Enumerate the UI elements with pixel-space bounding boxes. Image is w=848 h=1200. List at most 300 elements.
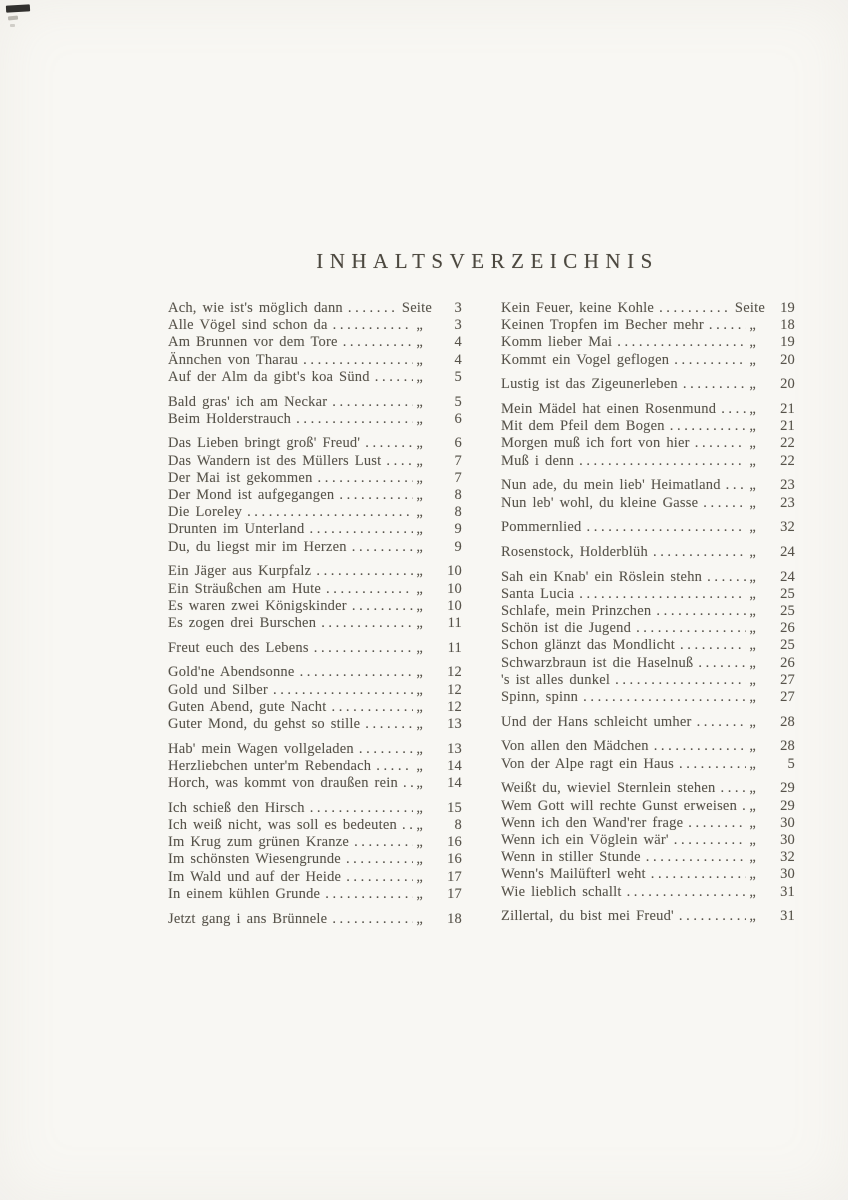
scan-speck — [10, 24, 15, 27]
song-title: Im Krug zum grünen Kranze — [168, 834, 350, 851]
song-title: Von der Alpe ragt ein Haus — [501, 755, 674, 772]
dot-leader — [309, 521, 413, 538]
ditto-mark: „ — [749, 654, 756, 671]
dot-leader — [325, 886, 413, 903]
dot-leader — [679, 756, 746, 773]
seite-label: Seite — [401, 300, 432, 316]
page-number: 15 — [447, 799, 462, 816]
dot-leader — [376, 758, 413, 775]
ditto-mark: „ — [416, 681, 423, 698]
song-title: Im schönsten Wiesengrunde — [168, 851, 341, 868]
dot-leader — [646, 849, 747, 866]
toc-entry — [501, 453, 795, 470]
toc-entry — [501, 849, 795, 866]
song-title: Guter Mond, du gehst so stille — [168, 715, 361, 732]
toc-entry — [501, 756, 795, 773]
dot-leader — [654, 738, 747, 755]
song-title: Beim Holderstrauch — [168, 410, 292, 427]
dot-leader — [709, 317, 746, 334]
dot-leader — [318, 470, 414, 487]
song-title: Ein Sträußchen am Hute — [168, 580, 322, 597]
toc-group — [168, 741, 462, 793]
page-number: 9 — [454, 521, 462, 538]
toc-entry — [168, 800, 462, 817]
ditto-mark: „ — [749, 603, 756, 620]
dot-leader — [321, 615, 413, 632]
page-number: 30 — [780, 831, 795, 848]
toc-entry — [501, 300, 795, 317]
ditto-mark: „ — [749, 543, 756, 560]
toc-group — [168, 800, 462, 903]
toc-entry — [168, 851, 462, 868]
toc-entry — [168, 911, 462, 928]
ditto-mark: „ — [749, 585, 756, 602]
song-title: Das Wandern ist des Müllers Lust — [168, 452, 382, 469]
toc-entry — [501, 908, 795, 925]
page-number: 6 — [454, 435, 462, 452]
toc-entry — [501, 317, 795, 334]
song-title: Schon glänzt das Mondlicht — [501, 637, 676, 654]
song-title: Und der Hans schleicht umher — [501, 713, 692, 730]
ditto-mark: „ — [749, 671, 756, 688]
dot-leader — [680, 637, 746, 654]
ditto-mark: „ — [749, 738, 756, 755]
dot-leader — [346, 851, 413, 868]
page-number: 4 — [454, 334, 462, 351]
page-number: 18 — [447, 910, 462, 927]
song-title: Kommt ein Vogel geflogen — [501, 351, 670, 368]
ditto-mark: „ — [416, 740, 423, 757]
song-title: Wenn in stiller Stunde — [501, 849, 641, 866]
toc-entry — [501, 376, 795, 393]
ditto-mark: „ — [416, 834, 423, 851]
toc-entry — [168, 394, 462, 411]
toc-entry — [168, 598, 462, 615]
toc-group — [501, 569, 795, 707]
toc-entry — [168, 453, 462, 470]
toc-columns — [168, 300, 795, 928]
song-title: Hab' mein Wagen vollgeladen — [168, 740, 354, 757]
toc-entry — [501, 586, 795, 603]
toc-entry — [168, 716, 462, 733]
dot-leader — [352, 598, 413, 615]
page-number: 13 — [447, 715, 462, 732]
toc-group — [501, 477, 795, 511]
ditto-mark: „ — [749, 418, 756, 435]
ditto-mark: „ — [416, 775, 423, 792]
ditto-mark: „ — [749, 568, 756, 585]
ditto-mark: „ — [416, 868, 423, 885]
page-number: 30 — [780, 866, 795, 883]
page-number: 7 — [454, 452, 462, 469]
ditto-mark: „ — [416, 816, 423, 833]
song-title: Bald gras' ich am Neckar — [168, 393, 328, 410]
song-title: Von allen den Mädchen — [501, 738, 649, 755]
page-number: 9 — [454, 538, 462, 555]
song-title: Spinn, spinn — [501, 689, 579, 706]
ditto-mark: „ — [749, 435, 756, 452]
dot-leader — [698, 655, 746, 672]
dot-leader — [332, 911, 413, 928]
toc-entry — [501, 655, 795, 672]
song-title: Nun ade, du mein lieb' Heimatland — [501, 477, 721, 494]
dot-leader — [300, 664, 414, 681]
ditto-mark: „ — [749, 831, 756, 848]
seite-label: Seite — [734, 300, 765, 316]
toc-group — [501, 714, 795, 731]
ditto-mark: „ — [749, 883, 756, 900]
song-title: Es waren zwei Königskinder — [168, 597, 347, 614]
toc-group — [501, 908, 795, 925]
scan-speck — [8, 15, 18, 20]
song-title: Wenn ich ein Vöglein wär' — [501, 831, 669, 848]
dot-leader — [670, 418, 747, 435]
ditto-mark: „ — [416, 317, 423, 334]
ditto-mark: „ — [749, 620, 756, 637]
song-title: Weißt du, wieviel Sternlein stehen — [501, 780, 716, 797]
page-number: 26 — [780, 654, 795, 671]
page-number: 14 — [447, 757, 462, 774]
ditto-mark: „ — [749, 494, 756, 511]
toc-entry — [168, 411, 462, 428]
dot-leader — [354, 834, 413, 851]
dot-leader — [674, 832, 747, 849]
ditto-mark: „ — [749, 334, 756, 351]
song-title: Gold'ne Abendsonne — [168, 664, 295, 681]
ditto-mark: „ — [749, 866, 756, 883]
toc-column-left — [168, 300, 462, 928]
toc-group — [168, 435, 462, 555]
song-title: Sah ein Knab' ein Röslein stehn — [501, 568, 703, 585]
page-number: 17 — [447, 885, 462, 902]
song-title: Schwarzbraun ist die Haselnuß — [501, 654, 694, 671]
page-number: 32 — [780, 849, 795, 866]
dot-leader — [679, 908, 746, 925]
ditto-mark: „ — [416, 487, 423, 504]
toc-entry — [501, 798, 795, 815]
ditto-mark: „ — [749, 519, 756, 536]
page-number: 17 — [447, 868, 462, 885]
dot-leader — [653, 544, 746, 561]
toc-entry — [501, 477, 795, 494]
toc-entry — [501, 815, 795, 832]
page-number: 22 — [780, 452, 795, 469]
toc-group — [168, 640, 462, 657]
song-title: Muß i denn — [501, 452, 575, 469]
song-title: Alle Vögel sind schon da — [168, 317, 328, 334]
song-title: Wenn's Mailüfterl weht — [501, 866, 646, 883]
song-title: Im Wald und auf der Heide — [168, 868, 342, 885]
song-title: Horch, was kommt von draußen rein — [168, 775, 398, 792]
toc-group — [168, 563, 462, 632]
toc-entry — [168, 758, 462, 775]
toc-group — [168, 394, 462, 428]
song-title: Ich schieß den Hirsch — [168, 799, 305, 816]
dot-leader — [636, 620, 746, 637]
toc-entry — [501, 435, 795, 452]
ditto-mark: „ — [749, 637, 756, 654]
page-number: 23 — [780, 494, 795, 511]
dot-leader — [697, 714, 747, 731]
dot-leader — [316, 563, 413, 580]
page-number: 29 — [780, 780, 795, 797]
toc-entry — [168, 817, 462, 834]
page-number: 8 — [454, 487, 462, 504]
song-title: Guten Abend, gute Nacht — [168, 698, 327, 715]
ditto-mark: „ — [416, 435, 423, 452]
page-number: 27 — [780, 689, 795, 706]
ditto-mark: „ — [416, 799, 423, 816]
song-title: Freut euch des Lebens — [168, 639, 309, 656]
song-title: Keinen Tropfen im Becher mehr — [501, 317, 704, 334]
ditto-mark: „ — [416, 334, 423, 351]
dot-leader — [343, 334, 414, 351]
dot-leader — [583, 689, 746, 706]
dot-leader — [656, 603, 746, 620]
song-title: Lustig ist das Zigeunerleben — [501, 376, 678, 393]
dot-leader — [331, 699, 413, 716]
song-title: Mit dem Pfeil dem Bogen — [501, 418, 665, 435]
toc-entry — [168, 775, 462, 792]
song-title: Wenn ich den Wand'rer frage — [501, 814, 684, 831]
toc-entry — [168, 369, 462, 386]
page-number: 12 — [447, 681, 462, 698]
ditto-mark: „ — [416, 351, 423, 368]
dot-leader — [365, 716, 413, 733]
page-number: 23 — [780, 477, 795, 494]
dot-leader — [359, 741, 413, 758]
toc-entry — [168, 539, 462, 556]
toc-entry — [168, 886, 462, 903]
dot-leader — [695, 435, 747, 452]
toc-entry — [168, 581, 462, 598]
page-number: 25 — [780, 585, 795, 602]
dot-leader — [617, 334, 746, 351]
ditto-mark: „ — [416, 452, 423, 469]
toc-entry — [501, 672, 795, 689]
song-title: Du, du liegst mir im Herzen — [168, 538, 347, 555]
dot-leader — [326, 581, 413, 598]
ditto-mark: „ — [416, 851, 423, 868]
page-number: 32 — [780, 519, 795, 536]
ditto-mark: „ — [749, 908, 756, 925]
toc-entry — [168, 317, 462, 334]
toc-entry — [501, 884, 795, 901]
toc-entry — [501, 866, 795, 883]
ditto-mark: „ — [749, 351, 756, 368]
page-number: 3 — [454, 317, 462, 334]
toc-group — [501, 300, 795, 369]
ditto-mark: „ — [416, 504, 423, 521]
page-number: 14 — [447, 775, 462, 792]
toc-entry — [501, 637, 795, 654]
song-title: Drunten im Unterland — [168, 521, 305, 538]
ditto-mark: „ — [749, 401, 756, 418]
ditto-mark: „ — [749, 755, 756, 772]
song-title: 's ist alles dunkel — [501, 671, 611, 688]
toc-entry — [501, 603, 795, 620]
toc-entry — [501, 832, 795, 849]
toc-group — [501, 738, 795, 772]
dot-leader — [314, 640, 414, 657]
toc-entry — [168, 615, 462, 632]
ditto-mark: „ — [749, 814, 756, 831]
ditto-mark: „ — [416, 410, 423, 427]
dot-leader — [627, 884, 747, 901]
ditto-mark: „ — [416, 580, 423, 597]
page-number: 12 — [447, 664, 462, 681]
ditto-mark: „ — [416, 885, 423, 902]
page-number: 28 — [780, 713, 795, 730]
page-number: 6 — [454, 410, 462, 427]
toc-entry — [168, 869, 462, 886]
dot-leader — [688, 815, 746, 832]
ditto-mark: „ — [416, 910, 423, 927]
song-title: Morgen muß ich fort von hier — [501, 435, 690, 452]
toc-entry — [501, 418, 795, 435]
toc-entry — [168, 664, 462, 681]
page-number: 16 — [447, 834, 462, 851]
ditto-mark: „ — [749, 689, 756, 706]
toc-entry — [168, 504, 462, 521]
song-title: Auf der Alm da gibt's koa Sünd — [168, 368, 370, 385]
toc-entry — [168, 563, 462, 580]
dot-leader — [720, 780, 746, 797]
dot-leader — [375, 369, 414, 386]
song-title: Das Lieben bringt groß' Freud' — [168, 435, 361, 452]
dot-leader — [659, 300, 732, 317]
page-number: 11 — [447, 614, 462, 631]
page-number: 11 — [447, 639, 462, 656]
song-title: Jetzt gang i ans Brünnele — [168, 910, 328, 927]
toc-entry — [501, 738, 795, 755]
dot-leader — [615, 672, 746, 689]
toc-group — [168, 911, 462, 928]
toc-entry — [168, 699, 462, 716]
song-title: In einem kühlen Grunde — [168, 885, 321, 902]
scan-smudge-mark — [6, 4, 30, 12]
page-number: 30 — [780, 814, 795, 831]
toc-entry — [501, 569, 795, 586]
toc-group — [501, 544, 795, 561]
page-number: 24 — [780, 543, 795, 560]
song-title: Zillertal, du bist mei Freud' — [501, 908, 674, 925]
song-title: Herzliebchen unter'm Rebendach — [168, 757, 372, 774]
song-title: Der Mond ist aufgegangen — [168, 487, 335, 504]
toc-entry — [501, 689, 795, 706]
ditto-mark: „ — [416, 664, 423, 681]
song-title: Mein Mädel hat einen Rosenmund — [501, 401, 717, 418]
page-number: 4 — [454, 351, 462, 368]
ditto-mark: „ — [416, 698, 423, 715]
page-number: 26 — [780, 620, 795, 637]
page-number: 27 — [780, 671, 795, 688]
page-number: 21 — [780, 401, 795, 418]
ditto-mark: „ — [416, 757, 423, 774]
toc-entry — [501, 620, 795, 637]
song-title: Am Brunnen vor dem Tore — [168, 334, 338, 351]
page-number: 20 — [780, 376, 795, 393]
page-number: 25 — [780, 603, 795, 620]
dot-leader — [296, 411, 413, 428]
song-title: Wem Gott will rechte Gunst erweisen — [501, 797, 738, 814]
page-number: 18 — [780, 317, 795, 334]
toc-entry — [168, 435, 462, 452]
dot-leader — [707, 569, 746, 586]
dot-leader — [683, 376, 746, 393]
page-number: 20 — [780, 351, 795, 368]
toc-entry — [501, 714, 795, 731]
ditto-mark: „ — [416, 393, 423, 410]
song-title: Rosenstock, Holderblüh — [501, 543, 648, 560]
ditto-mark: „ — [749, 849, 756, 866]
page-number: 5 — [454, 393, 462, 410]
song-title: Ach, wie ist's möglich dann — [168, 300, 343, 316]
song-title: Schön ist die Jugend — [501, 620, 632, 637]
dot-leader — [742, 798, 746, 815]
toc-group — [501, 519, 795, 536]
dot-leader — [332, 394, 413, 411]
song-title: Ännchen von Tharau — [168, 351, 299, 368]
ditto-mark: „ — [416, 538, 423, 555]
song-title: Santa Lucia — [501, 585, 575, 602]
page-number: 28 — [780, 738, 795, 755]
dot-leader — [386, 453, 413, 470]
toc-content — [168, 250, 795, 928]
ditto-mark: „ — [749, 452, 756, 469]
ditto-mark: „ — [749, 477, 756, 494]
page-title: INHALTSVERZEICHNIS — [316, 249, 659, 273]
toc-entry — [168, 352, 462, 369]
song-title: Der Mai ist gekommen — [168, 469, 313, 486]
toc-entry — [501, 401, 795, 418]
song-title: Ich weiß nicht, was soll es bedeuten — [168, 816, 397, 833]
ditto-mark: „ — [416, 639, 423, 656]
page-number: 3 — [454, 300, 462, 316]
dot-leader — [703, 495, 746, 512]
dot-leader — [339, 487, 413, 504]
ditto-mark: „ — [416, 614, 423, 631]
song-title: Kein Feuer, keine Kohle — [501, 300, 655, 316]
song-title: Die Loreley — [168, 504, 243, 521]
toc-entry — [168, 640, 462, 657]
dot-leader — [726, 477, 747, 494]
ditto-mark: „ — [749, 317, 756, 334]
toc-entry — [168, 487, 462, 504]
page-number: 31 — [780, 883, 795, 900]
toc-entry — [168, 741, 462, 758]
dot-leader — [333, 317, 414, 334]
ditto-mark: „ — [749, 376, 756, 393]
dot-leader — [402, 817, 413, 834]
dot-leader — [303, 352, 413, 369]
toc-entry — [501, 544, 795, 561]
page-number: 29 — [780, 797, 795, 814]
ditto-mark: „ — [416, 469, 423, 486]
toc-column-right — [501, 300, 795, 928]
page-number: 21 — [780, 418, 795, 435]
dot-leader — [346, 869, 413, 886]
song-title: Schlafe, mein Prinzchen — [501, 603, 652, 620]
page-number: 25 — [780, 637, 795, 654]
page-number: 16 — [447, 851, 462, 868]
song-title: Wie lieblich schallt — [501, 883, 622, 900]
dot-leader — [247, 504, 413, 521]
dot-leader — [310, 800, 414, 817]
page-number: 7 — [454, 469, 462, 486]
toc-entry — [501, 519, 795, 536]
page-number: 19 — [780, 334, 795, 351]
